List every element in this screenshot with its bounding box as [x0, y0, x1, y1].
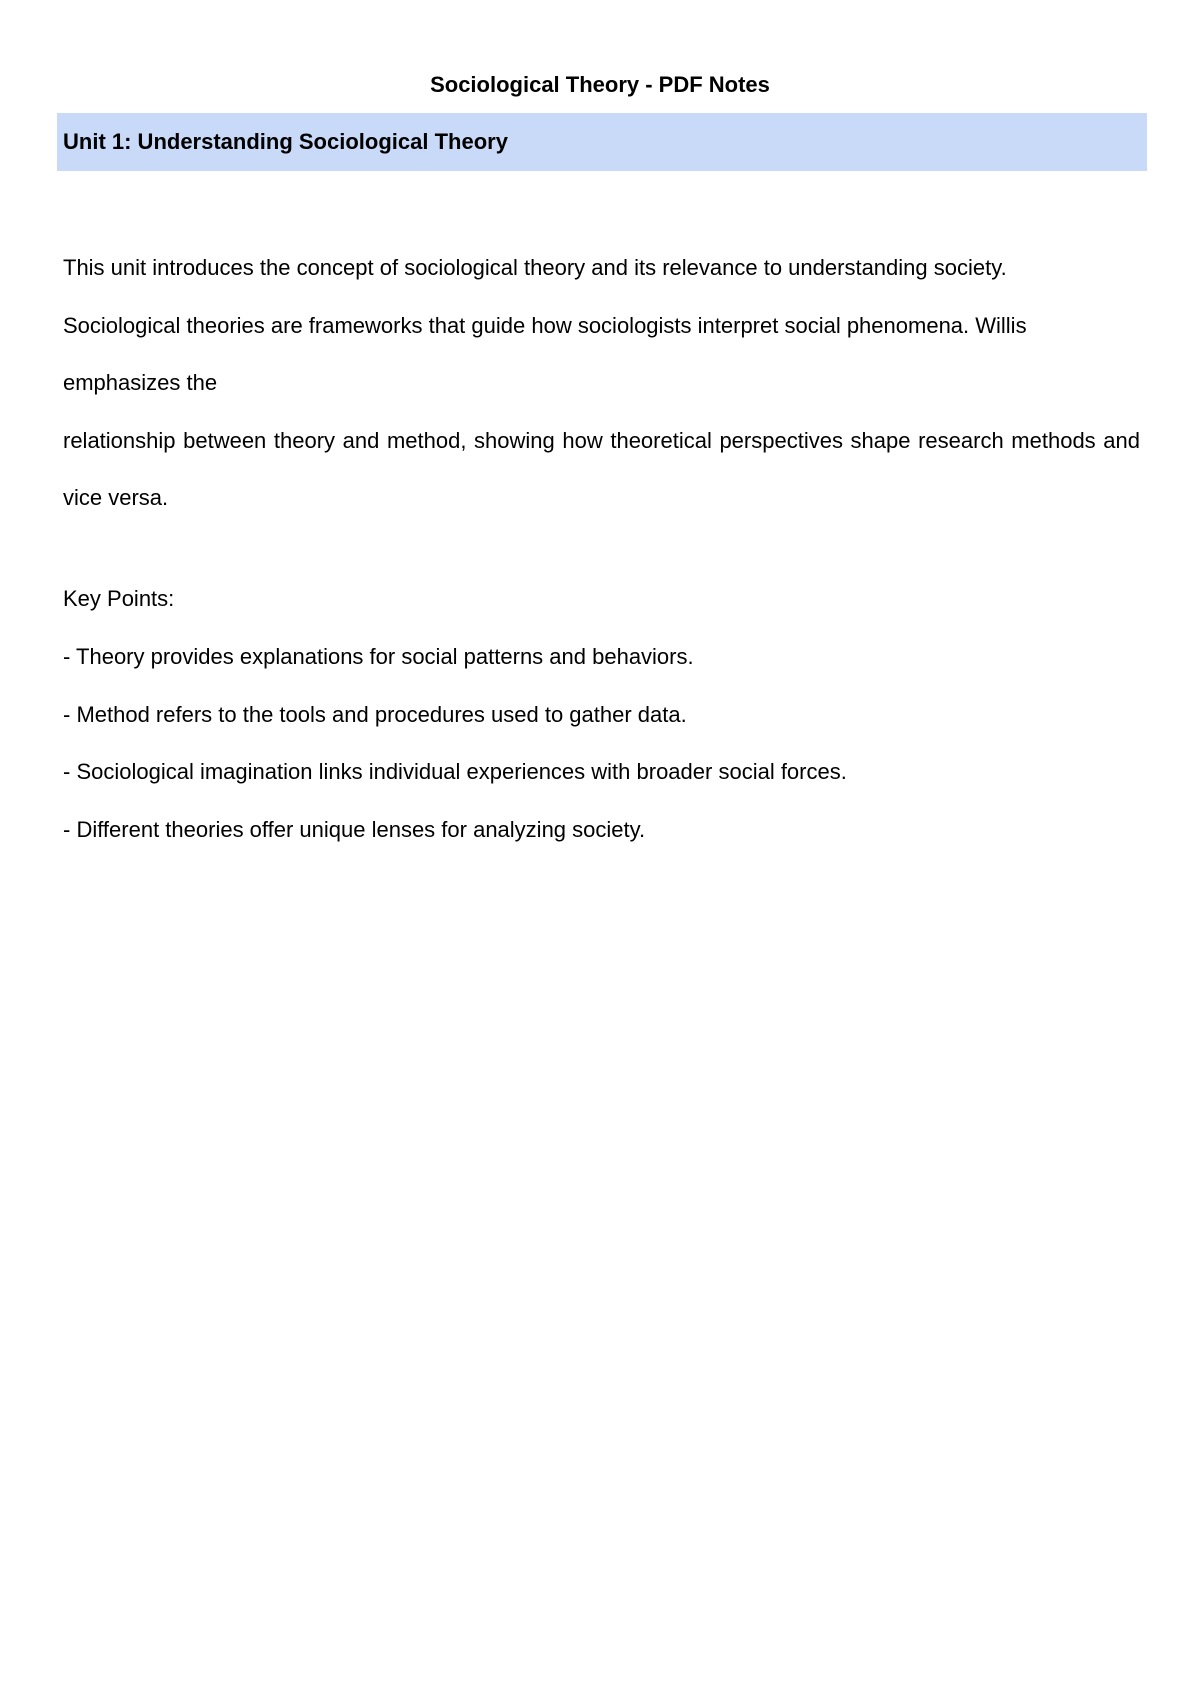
key-points-list — [63, 642, 1140, 872]
intro-line: This unit introduces the concept of sociological theory and its relevance to understanding society. — [63, 255, 1007, 280]
intro-paragraph: relationship between theory and method, showing how theoretical perspectives shape research methods and vice versa. — [63, 427, 1140, 510]
list-item: - Different theories offer unique lenses for analyzing society. — [63, 816, 646, 842]
intro-section — [63, 239, 1140, 527]
document-title: Sociological Theory - PDF Notes — [430, 72, 770, 97]
intro-line: Sociological theories are frameworks that guide how sociologists interpret social phenomena. Willis — [63, 312, 1027, 338]
list-item: - Method refers to the tools and procedures used to gather data. — [63, 701, 687, 727]
list-item: - Theory provides explanations for social patterns and behaviors. — [63, 644, 694, 669]
unit-heading-banner — [57, 113, 1147, 171]
intro-line: emphasizes the — [63, 370, 218, 395]
key-points-heading: Key Points: — [63, 586, 175, 611]
unit-heading: Unit 1: Understanding Sociological Theory — [63, 129, 508, 154]
list-item: - Sociological imagination links individual experiences with broader social forces. — [63, 759, 847, 784]
